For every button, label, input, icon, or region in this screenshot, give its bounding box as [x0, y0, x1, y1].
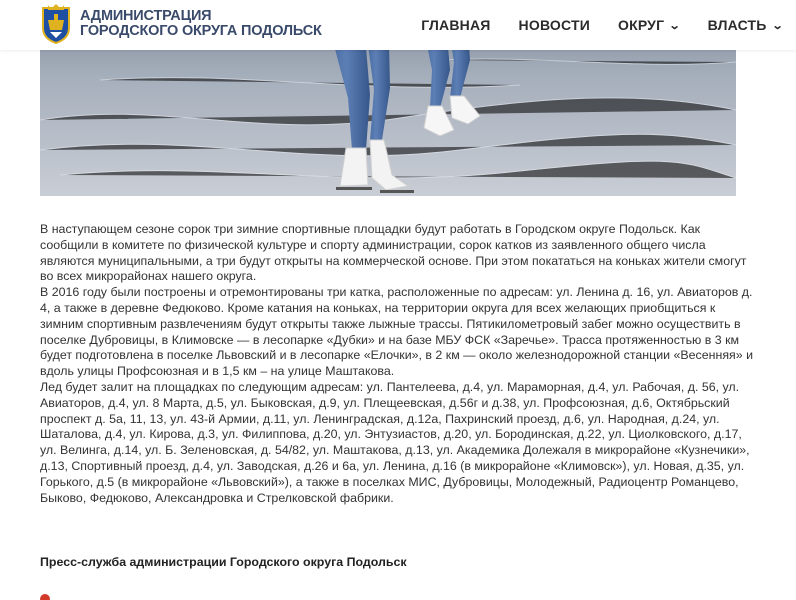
chevron-down-icon: ⌄	[668, 19, 682, 32]
nav-news-label: НОВОСТИ	[518, 17, 590, 33]
article-signature: Пресс-служба администрации Городского округа Подольск	[40, 555, 407, 569]
nav-home[interactable]	[407, 17, 504, 33]
logo-text	[80, 9, 322, 39]
coat-of-arms-icon	[40, 4, 72, 44]
nav-news[interactable]	[505, 17, 604, 33]
nav-home-label: ГЛАВНАЯ	[421, 17, 491, 33]
logo-line-1: АДМИНИСТРАЦИЯ	[80, 8, 212, 24]
site-header	[0, 0, 796, 50]
main-nav	[407, 0, 796, 50]
nav-government[interactable]	[694, 17, 796, 33]
share-icon[interactable]	[40, 594, 50, 600]
nav-district-label: ОКРУГ	[617, 17, 665, 33]
article-paragraph: В 2016 году были построены и отремонтированы три катка, расположенные по адресам: ул. Ленина д. 16, ул. Авиаторов д. 4, а также в деревне Федюково. Кроме катания на коньках, на территории округа для всех желающих приобщиться к зимним спортивным развлечениям будут открыты также лыжные трассы. Пятикилометровый забег можно осуществить в поселке Дубровицы, в Климовске — в лесопарке «Дубки» и на базе МБУ ФСК «Заречье». Трасса протяженностью в 3 км будет подготовлена в поселке Львовский и в лесопарке «Елочки», в 2 км — около железнодорожной станции «Весенняя» и вдоль улицы Профсоюзная и в 1,5 км – на улице Маштакова.	[40, 285, 754, 379]
site-logo[interactable]	[40, 4, 322, 44]
article-paragraph: Лед будет залит на площадках по следующим адресам: ул. Пантелеева, д.4, ул. Мараморная, д.4, ул. Рабочая, д. 56, ул. Авиаторов, д.4, ул. 8 Марта, д.5, ул. Быковская, д.9, ул. Плещеевская, д.56г и д.38, ул. Профсоюзная, д.6, Октябрьский проспект д. 5а, 11, 13, ул. 43-й Армии, д.11, ул. Ленинградская, д.12а, Пахринский проезд, д.6, ул. Народная, д.24, ул. Шаталова, д.4, ул. Кирова, д.3, ул. Филиппова, д.20, ул. Энтузиастов, д.20, ул. Бородинская, д.22, ул. Циолковского, д.17, ул. Велинга, д.14, ул. Б. Зеленовская, д. 54/82, ул. Маштакова, д.13, ул. Академика Долежаля в микрорайоне «Кузнечики», д.13, Спортивный проезд, д.4, ул. Заводская, д.26 и 6а, ул. Ленина, д.16 (в микрорайоне «Климовск»), ул. Новая, д.35, ул. Горького, д.5 (в микрорайоне «Львовский»), а также в поселках МИС, Дубровицы, Молодежный, Радиоцентр Романцево, Быково, Федюково, Александровка и Стрелковской фабрики.	[40, 379, 750, 505]
logo-line-2: ГОРОДСКОГО ОКРУГА ПОДОЛЬСК	[80, 23, 322, 39]
nav-government-label: ВЛАСТЬ	[707, 17, 767, 33]
nav-district[interactable]	[604, 17, 694, 33]
article-paragraph: В наступающем сезоне сорок три зимние спортивные площадки будут работать в Городском округе Подольск. Как сообщили в комитете по физической культуре и спорту администрации, сорок катков из заявленного общего числа являются муниципальными, а три будут открыты на коммерческой основе. При этом покататься на коньках жители смогут во всех микрорайонах нашего округа.	[40, 222, 747, 284]
chevron-down-icon: ⌄	[771, 19, 784, 32]
article-body	[40, 222, 756, 506]
